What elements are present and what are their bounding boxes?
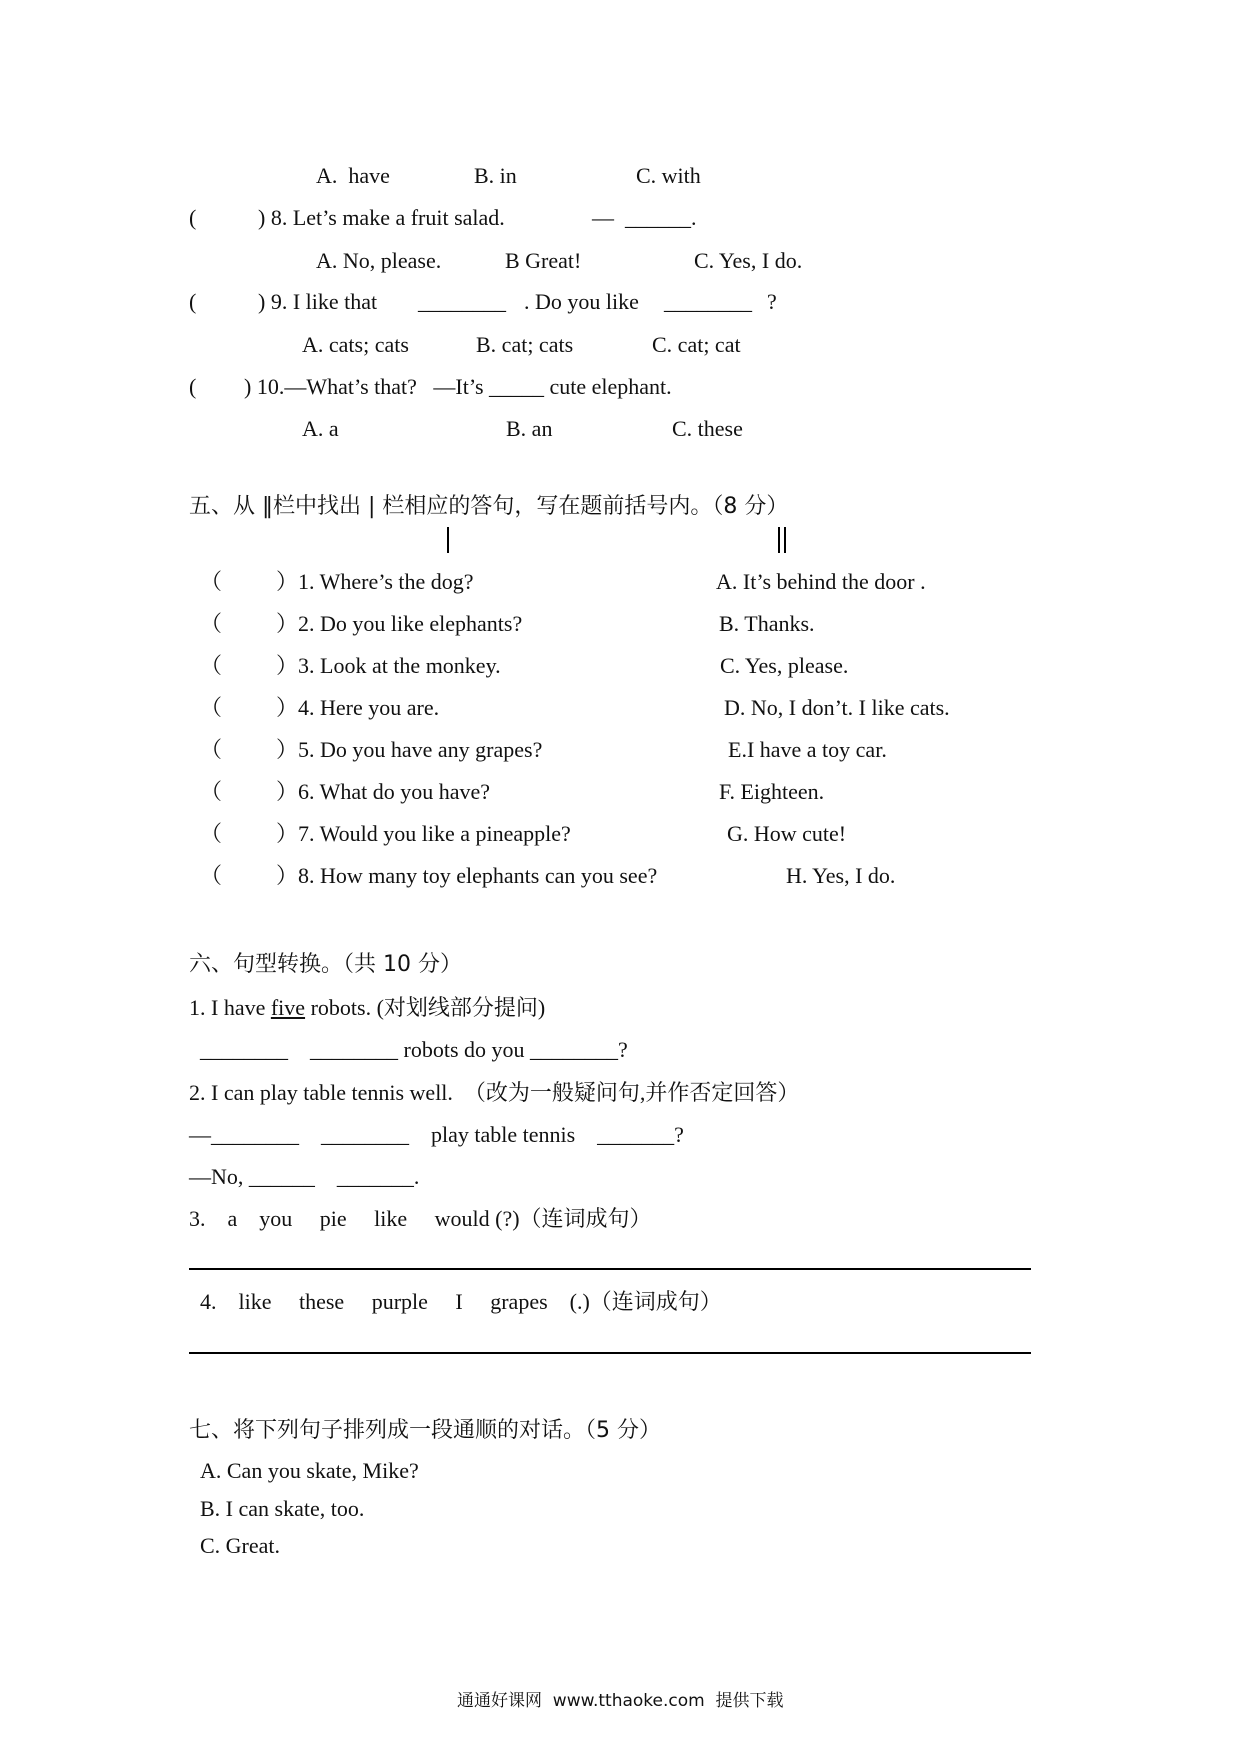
match-answer: F. Eighteen. xyxy=(719,779,825,804)
match-paren: （ xyxy=(200,653,223,678)
underlined-word: five xyxy=(270,995,306,1020)
q9-option-a: A. cats; cats xyxy=(302,332,409,357)
answer-line-q3 xyxy=(189,1268,1031,1270)
q8-question: ) 8. Let’s make a fruit salad. xyxy=(258,205,505,230)
column-2-marker-right xyxy=(784,527,786,553)
match-answer: H. Yes, I do. xyxy=(786,863,896,888)
q10-option-a: A. a xyxy=(302,416,339,441)
match-question: ）2. Do you like elephants? xyxy=(276,611,523,636)
q9-question-end: ? xyxy=(767,289,777,314)
q8-option-c: C. Yes, I do. xyxy=(694,248,803,273)
match-answer: D. No, I don’t. I like cats. xyxy=(724,695,950,720)
page-footer: 通通好课网 www.tthaoke.com 提供下载 xyxy=(457,1691,784,1711)
answer-line-q4 xyxy=(189,1352,1031,1354)
q9-blank1: ________ xyxy=(418,289,506,314)
match-question: ）7. Would you like a pineapple? xyxy=(276,821,571,846)
match-paren: （ xyxy=(200,779,223,804)
q10-question: ) 10.—What’s that? —It’s _____ cute elephant. xyxy=(244,374,672,399)
match-question: ）6. What do you have? xyxy=(276,779,491,804)
transform-q1-answer: ________ ________ robots do you ________? xyxy=(200,1037,628,1062)
q9-paren: ( xyxy=(189,289,197,314)
q10-option-b: B. an xyxy=(506,416,553,441)
q9-option-b: B. cat; cats xyxy=(476,332,574,357)
column-2-marker-left xyxy=(778,527,780,553)
match-question: ）1. Where’s the dog? xyxy=(276,569,474,594)
section7-title: 七、将下列句子排列成一段通顺的对话。（5 分） xyxy=(189,1418,661,1443)
q9-question: ) 9. I like that xyxy=(258,289,378,314)
transform-q4: 4. like these purple I grapes (.)（连词成句） xyxy=(200,1289,722,1314)
transform-q1 xyxy=(189,995,545,1021)
match-answer: G. How cute! xyxy=(727,821,847,846)
q7-option-c: C. with xyxy=(636,163,701,188)
q8-reply: — ______. xyxy=(592,205,697,230)
q8-paren: ( xyxy=(189,205,197,230)
section6-title: 六、句型转换。（共 10 分） xyxy=(189,952,462,977)
match-question: ）5. Do you have any grapes? xyxy=(276,737,543,762)
match-answer: C. Yes, please. xyxy=(720,653,849,678)
q8-option-a: A. No, please. xyxy=(316,248,442,273)
q7-option-b: B. in xyxy=(474,163,517,188)
match-answer: E.I have a toy car. xyxy=(728,737,887,762)
match-answer: A. It’s behind the door . xyxy=(716,569,926,594)
transform-q1-end: robots. (对划线部分提问) xyxy=(310,995,546,1020)
dialogue-item-b: B. I can skate, too. xyxy=(200,1496,365,1521)
section5-title: 五、从 ‖栏中找出 | 栏相应的答句，写在题前括号内。（8 分） xyxy=(189,494,789,519)
match-paren: （ xyxy=(200,611,223,636)
dialogue-item-a: A. Can you skate, Mike? xyxy=(200,1458,419,1483)
q7-option-a: A. have xyxy=(316,163,390,188)
transform-q3: 3. a you pie like would (?)（连词成句） xyxy=(189,1206,652,1231)
match-paren: （ xyxy=(200,863,223,888)
match-paren: （ xyxy=(200,737,223,762)
q10-option-c: C. these xyxy=(672,416,743,441)
dialogue-item-c: C. Great. xyxy=(200,1533,281,1558)
match-answer: B. Thanks. xyxy=(719,611,815,636)
match-paren: （ xyxy=(200,569,223,594)
match-paren: （ xyxy=(200,695,223,720)
match-paren: （ xyxy=(200,821,223,846)
transform-q2-answer-1: —________ ________ play table tennis _______? xyxy=(189,1122,684,1147)
transform-q1-start: 1. I have xyxy=(189,995,266,1020)
q10-paren: ( xyxy=(189,374,197,399)
q9-blank2: ________ xyxy=(664,289,752,314)
q9-option-c: C. cat; cat xyxy=(652,332,741,357)
match-question: ）3. Look at the monkey. xyxy=(276,653,501,678)
column-1-marker xyxy=(447,527,449,553)
match-question: ）8. How many toy elephants can you see? xyxy=(276,863,658,888)
transform-q2: 2. I can play table tennis well. （改为一般疑问句,并作否定回答） xyxy=(189,1080,800,1105)
match-question: ）4. Here you are. xyxy=(276,695,440,720)
transform-q2-answer-2: —No, ______ _______. xyxy=(189,1164,420,1189)
q9-question-mid: . Do you like xyxy=(524,289,639,314)
q8-option-b: B Great! xyxy=(505,248,582,273)
